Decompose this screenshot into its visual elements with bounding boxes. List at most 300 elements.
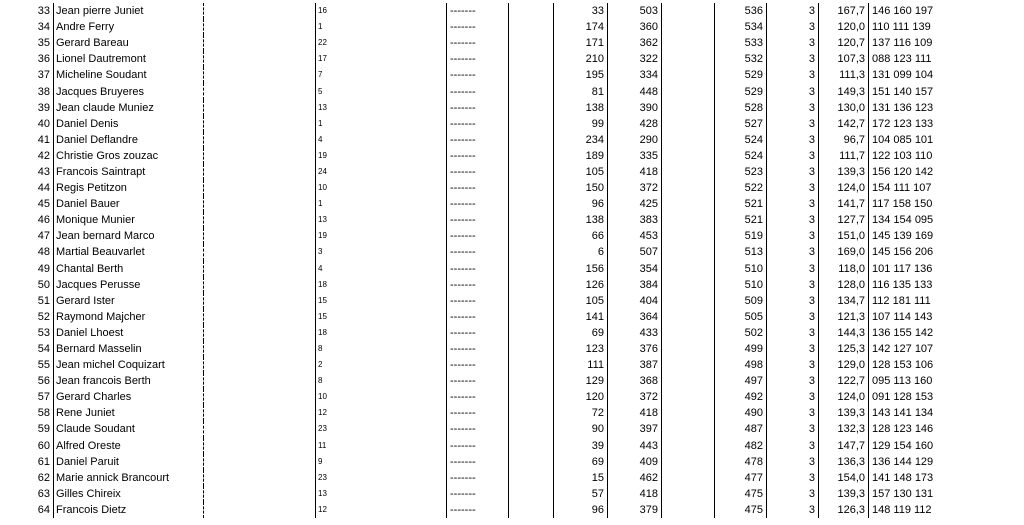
total-cell: 529: [715, 67, 767, 83]
blank-cell: [509, 83, 554, 99]
blank-cell: [204, 470, 316, 486]
placeholder-cell: -------: [447, 486, 509, 502]
handicap-cell: 111: [554, 357, 608, 373]
game-scores-cell: 145 156 206: [869, 244, 985, 260]
blank-cell: [204, 261, 316, 277]
rank-cell: 46: [0, 212, 54, 228]
table-row: [0, 277, 984, 293]
club-number-cell: 4: [316, 261, 447, 277]
blank-cell: [509, 389, 554, 405]
rank-cell: 41: [0, 132, 54, 148]
player-name-cell: Rene Juniet: [54, 405, 204, 421]
blank-cell: [204, 309, 316, 325]
club-number-cell: 24: [316, 164, 447, 180]
score-cell: 443: [608, 438, 662, 454]
placeholder-cell: -------: [447, 148, 509, 164]
average-cell: 122,7: [819, 373, 869, 389]
games-count-cell: 3: [767, 67, 819, 83]
games-count-cell: 3: [767, 373, 819, 389]
player-name-cell: Alfred Oreste: [54, 438, 204, 454]
score-cell: 418: [608, 405, 662, 421]
club-number-cell: 1: [316, 116, 447, 132]
average-cell: 151,0: [819, 228, 869, 244]
game-scores-cell: 128 123 146: [869, 421, 985, 437]
total-cell: 536: [715, 3, 767, 19]
blank-cell: [204, 19, 316, 35]
rank-cell: 45: [0, 196, 54, 212]
games-count-cell: 3: [767, 486, 819, 502]
games-count-cell: 3: [767, 502, 819, 518]
blank-cell: [204, 502, 316, 518]
club-number-cell: 7: [316, 67, 447, 83]
average-cell: 125,3: [819, 341, 869, 357]
club-number-cell: 3: [316, 244, 447, 260]
placeholder-cell: -------: [447, 309, 509, 325]
average-cell: 154,0: [819, 470, 869, 486]
total-cell: 521: [715, 212, 767, 228]
blank-cell: [662, 405, 715, 421]
blank-cell: [662, 67, 715, 83]
table-row: [0, 35, 984, 51]
rank-cell: 62: [0, 470, 54, 486]
placeholder-cell: -------: [447, 116, 509, 132]
blank-cell: [204, 325, 316, 341]
club-number-cell: 13: [316, 100, 447, 116]
blank-cell: [509, 3, 554, 19]
average-cell: 169,0: [819, 244, 869, 260]
club-number-cell: 23: [316, 470, 447, 486]
club-number-cell: 13: [316, 212, 447, 228]
table-row: [0, 132, 984, 148]
total-cell: 527: [715, 116, 767, 132]
blank-cell: [509, 470, 554, 486]
game-scores-cell: 148 119 112: [869, 502, 985, 518]
player-name-cell: Jean claude Muniez: [54, 100, 204, 116]
blank-cell: [509, 116, 554, 132]
blank-cell: [204, 454, 316, 470]
blank-cell: [204, 341, 316, 357]
handicap-cell: 96: [554, 502, 608, 518]
games-count-cell: 3: [767, 470, 819, 486]
blank-cell: [204, 67, 316, 83]
blank-cell: [204, 196, 316, 212]
rank-cell: 54: [0, 341, 54, 357]
placeholder-cell: -------: [447, 35, 509, 51]
game-scores-cell: 151 140 157: [869, 83, 985, 99]
club-number-cell: 23: [316, 421, 447, 437]
average-cell: 128,0: [819, 277, 869, 293]
placeholder-cell: -------: [447, 100, 509, 116]
games-count-cell: 3: [767, 244, 819, 260]
club-number-cell: 8: [316, 341, 447, 357]
game-scores-cell: 131 099 104: [869, 67, 985, 83]
table-row: [0, 373, 984, 389]
score-cell: 404: [608, 293, 662, 309]
blank-cell: [662, 454, 715, 470]
player-name-cell: Andre Ferry: [54, 19, 204, 35]
table-row: [0, 261, 984, 277]
average-cell: 129,0: [819, 357, 869, 373]
average-cell: 120,7: [819, 35, 869, 51]
score-cell: 409: [608, 454, 662, 470]
rank-cell: 56: [0, 373, 54, 389]
average-cell: 124,0: [819, 180, 869, 196]
total-cell: 475: [715, 502, 767, 518]
game-scores-cell: 116 135 133: [869, 277, 985, 293]
handicap-cell: 69: [554, 454, 608, 470]
game-scores-cell: 088 123 111: [869, 51, 985, 67]
blank-cell: [662, 373, 715, 389]
total-cell: 490: [715, 405, 767, 421]
game-scores-cell: 136 144 129: [869, 454, 985, 470]
club-number-cell: 10: [316, 180, 447, 196]
total-cell: 509: [715, 293, 767, 309]
rank-cell: 35: [0, 35, 54, 51]
blank-cell: [662, 148, 715, 164]
total-cell: 532: [715, 51, 767, 67]
table-row: [0, 438, 984, 454]
table-row: [0, 116, 984, 132]
player-name-cell: Gerard Charles: [54, 389, 204, 405]
table-row: [0, 148, 984, 164]
blank-cell: [509, 67, 554, 83]
game-scores-cell: 145 139 169: [869, 228, 985, 244]
score-cell: 448: [608, 83, 662, 99]
handicap-cell: 99: [554, 116, 608, 132]
blank-cell: [204, 132, 316, 148]
average-cell: 120,0: [819, 19, 869, 35]
handicap-cell: 81: [554, 83, 608, 99]
average-cell: 142,7: [819, 116, 869, 132]
average-cell: 139,3: [819, 486, 869, 502]
placeholder-cell: -------: [447, 261, 509, 277]
blank-cell: [509, 325, 554, 341]
game-scores-cell: 137 116 109: [869, 35, 985, 51]
rank-cell: 59: [0, 421, 54, 437]
total-cell: 533: [715, 35, 767, 51]
placeholder-cell: -------: [447, 341, 509, 357]
rank-cell: 44: [0, 180, 54, 196]
player-name-cell: Daniel Denis: [54, 116, 204, 132]
rank-cell: 55: [0, 357, 54, 373]
blank-cell: [662, 357, 715, 373]
player-name-cell: Raymond Majcher: [54, 309, 204, 325]
blank-cell: [662, 196, 715, 212]
blank-cell: [204, 486, 316, 502]
blank-cell: [509, 212, 554, 228]
placeholder-cell: -------: [447, 438, 509, 454]
handicap-cell: 174: [554, 19, 608, 35]
player-name-cell: Gerard Ister: [54, 293, 204, 309]
club-number-cell: 1: [316, 19, 447, 35]
rank-cell: 64: [0, 502, 54, 518]
club-number-cell: 18: [316, 277, 447, 293]
games-count-cell: 3: [767, 148, 819, 164]
handicap-cell: 156: [554, 261, 608, 277]
blank-cell: [204, 438, 316, 454]
game-scores-cell: 095 113 160: [869, 373, 985, 389]
blank-cell: [662, 180, 715, 196]
total-cell: 528: [715, 100, 767, 116]
player-name-cell: Christie Gros zouzac: [54, 148, 204, 164]
club-number-cell: 19: [316, 228, 447, 244]
handicap-cell: 15: [554, 470, 608, 486]
total-cell: 513: [715, 244, 767, 260]
score-cell: 428: [608, 116, 662, 132]
table-row: [0, 309, 984, 325]
rank-cell: 61: [0, 454, 54, 470]
blank-cell: [204, 180, 316, 196]
games-count-cell: 3: [767, 51, 819, 67]
blank-cell: [509, 51, 554, 67]
placeholder-cell: -------: [447, 502, 509, 518]
player-name-cell: Bernard Masselin: [54, 341, 204, 357]
club-number-cell: 5: [316, 83, 447, 99]
average-cell: 130,0: [819, 100, 869, 116]
game-scores-cell: 117 158 150: [869, 196, 985, 212]
rank-cell: 57: [0, 389, 54, 405]
game-scores-cell: 156 120 142: [869, 164, 985, 180]
blank-cell: [662, 261, 715, 277]
blank-cell: [204, 212, 316, 228]
blank-cell: [204, 3, 316, 19]
placeholder-cell: -------: [447, 454, 509, 470]
blank-cell: [509, 486, 554, 502]
blank-cell: [662, 389, 715, 405]
games-count-cell: 3: [767, 228, 819, 244]
total-cell: 521: [715, 196, 767, 212]
games-count-cell: 3: [767, 277, 819, 293]
total-cell: 475: [715, 486, 767, 502]
average-cell: 139,3: [819, 405, 869, 421]
placeholder-cell: -------: [447, 51, 509, 67]
score-cell: 290: [608, 132, 662, 148]
total-cell: 519: [715, 228, 767, 244]
blank-cell: [509, 277, 554, 293]
games-count-cell: 3: [767, 164, 819, 180]
placeholder-cell: -------: [447, 293, 509, 309]
handicap-cell: 141: [554, 309, 608, 325]
blank-cell: [662, 341, 715, 357]
placeholder-cell: -------: [447, 421, 509, 437]
blank-cell: [662, 244, 715, 260]
average-cell: 167,7: [819, 3, 869, 19]
blank-cell: [509, 19, 554, 35]
score-cell: 372: [608, 389, 662, 405]
placeholder-cell: -------: [447, 83, 509, 99]
total-cell: 477: [715, 470, 767, 486]
rank-cell: 63: [0, 486, 54, 502]
placeholder-cell: -------: [447, 180, 509, 196]
blank-cell: [204, 293, 316, 309]
game-scores-cell: 104 085 101: [869, 132, 985, 148]
game-scores-cell: 172 123 133: [869, 116, 985, 132]
games-count-cell: 3: [767, 438, 819, 454]
average-cell: 134,7: [819, 293, 869, 309]
blank-cell: [509, 132, 554, 148]
games-count-cell: 3: [767, 35, 819, 51]
player-name-cell: Gilles Chireix: [54, 486, 204, 502]
average-cell: 149,3: [819, 83, 869, 99]
games-count-cell: 3: [767, 405, 819, 421]
club-number-cell: 2: [316, 357, 447, 373]
score-cell: 397: [608, 421, 662, 437]
handicap-cell: 123: [554, 341, 608, 357]
games-count-cell: 3: [767, 196, 819, 212]
games-count-cell: 3: [767, 293, 819, 309]
table-row: [0, 100, 984, 116]
games-count-cell: 3: [767, 357, 819, 373]
game-scores-cell: 141 148 173: [869, 470, 985, 486]
score-cell: 368: [608, 373, 662, 389]
blank-cell: [204, 373, 316, 389]
player-name-cell: Regis Petitzon: [54, 180, 204, 196]
placeholder-cell: -------: [447, 212, 509, 228]
total-cell: 492: [715, 389, 767, 405]
game-scores-cell: 128 153 106: [869, 357, 985, 373]
rank-cell: 49: [0, 261, 54, 277]
blank-cell: [662, 277, 715, 293]
game-scores-cell: 134 154 095: [869, 212, 985, 228]
table-row: [0, 180, 984, 196]
total-cell: 497: [715, 373, 767, 389]
score-cell: 433: [608, 325, 662, 341]
blank-cell: [204, 164, 316, 180]
game-scores-cell: 154 111 107: [869, 180, 985, 196]
handicap-cell: 126: [554, 277, 608, 293]
average-cell: 111,7: [819, 148, 869, 164]
blank-cell: [662, 309, 715, 325]
games-count-cell: 3: [767, 180, 819, 196]
total-cell: 487: [715, 421, 767, 437]
rank-cell: 60: [0, 438, 54, 454]
score-cell: 384: [608, 277, 662, 293]
blank-cell: [509, 244, 554, 260]
rank-cell: 43: [0, 164, 54, 180]
game-scores-cell: 136 155 142: [869, 325, 985, 341]
games-count-cell: 3: [767, 454, 819, 470]
handicap-cell: 105: [554, 164, 608, 180]
club-number-cell: 11: [316, 438, 447, 454]
handicap-cell: 171: [554, 35, 608, 51]
blank-cell: [509, 261, 554, 277]
score-cell: 453: [608, 228, 662, 244]
table-row: [0, 244, 984, 260]
club-number-cell: 10: [316, 389, 447, 405]
blank-cell: [662, 19, 715, 35]
game-scores-cell: 110 111 139: [869, 19, 985, 35]
games-count-cell: 3: [767, 83, 819, 99]
player-name-cell: Jean michel Coquizart: [54, 357, 204, 373]
player-name-cell: Francois Saintrapt: [54, 164, 204, 180]
blank-cell: [662, 421, 715, 437]
placeholder-cell: -------: [447, 19, 509, 35]
handicap-cell: 105: [554, 293, 608, 309]
club-number-cell: 19: [316, 148, 447, 164]
placeholder-cell: -------: [447, 405, 509, 421]
handicap-cell: 234: [554, 132, 608, 148]
player-name-cell: Gerard Bareau: [54, 35, 204, 51]
handicap-cell: 69: [554, 325, 608, 341]
blank-cell: [662, 470, 715, 486]
table-row: [0, 405, 984, 421]
player-name-cell: Daniel Deflandre: [54, 132, 204, 148]
blank-cell: [662, 293, 715, 309]
score-cell: 383: [608, 212, 662, 228]
club-number-cell: 22: [316, 35, 447, 51]
club-number-cell: 9: [316, 454, 447, 470]
placeholder-cell: -------: [447, 228, 509, 244]
table-row: [0, 454, 984, 470]
table-row: [0, 421, 984, 437]
handicap-cell: 138: [554, 212, 608, 228]
total-cell: 505: [715, 309, 767, 325]
handicap-cell: 195: [554, 67, 608, 83]
handicap-cell: 96: [554, 196, 608, 212]
handicap-cell: 66: [554, 228, 608, 244]
score-cell: 425: [608, 196, 662, 212]
game-scores-cell: 146 160 197: [869, 3, 985, 19]
blank-cell: [509, 196, 554, 212]
games-count-cell: 3: [767, 100, 819, 116]
average-cell: 111,3: [819, 67, 869, 83]
player-name-cell: Jean bernard Marco: [54, 228, 204, 244]
rank-cell: 47: [0, 228, 54, 244]
average-cell: 147,7: [819, 438, 869, 454]
score-cell: 354: [608, 261, 662, 277]
rank-cell: 34: [0, 19, 54, 35]
club-number-cell: 18: [316, 325, 447, 341]
blank-cell: [204, 116, 316, 132]
total-cell: 510: [715, 277, 767, 293]
placeholder-cell: -------: [447, 3, 509, 19]
blank-cell: [204, 148, 316, 164]
player-name-cell: Martial Beauvarlet: [54, 244, 204, 260]
games-count-cell: 3: [767, 19, 819, 35]
game-scores-cell: 122 103 110: [869, 148, 985, 164]
games-count-cell: 3: [767, 421, 819, 437]
average-cell: 121,3: [819, 309, 869, 325]
table-row: [0, 389, 984, 405]
rank-cell: 50: [0, 277, 54, 293]
placeholder-cell: -------: [447, 373, 509, 389]
blank-cell: [204, 51, 316, 67]
score-cell: 507: [608, 244, 662, 260]
placeholder-cell: -------: [447, 132, 509, 148]
club-number-cell: 4: [316, 132, 447, 148]
blank-cell: [509, 454, 554, 470]
table-row: [0, 164, 984, 180]
score-cell: 364: [608, 309, 662, 325]
rank-cell: 36: [0, 51, 54, 67]
blank-cell: [509, 309, 554, 325]
table-row: [0, 502, 984, 518]
club-number-cell: 12: [316, 502, 447, 518]
score-cell: 390: [608, 100, 662, 116]
games-count-cell: 3: [767, 3, 819, 19]
total-cell: 523: [715, 164, 767, 180]
handicap-cell: 72: [554, 405, 608, 421]
club-number-cell: 16: [316, 3, 447, 19]
score-cell: 418: [608, 486, 662, 502]
blank-cell: [509, 164, 554, 180]
blank-cell: [509, 438, 554, 454]
handicap-cell: 210: [554, 51, 608, 67]
blank-cell: [662, 486, 715, 502]
player-name-cell: Francois Dietz: [54, 502, 204, 518]
table-row: [0, 325, 984, 341]
average-cell: 126,3: [819, 502, 869, 518]
